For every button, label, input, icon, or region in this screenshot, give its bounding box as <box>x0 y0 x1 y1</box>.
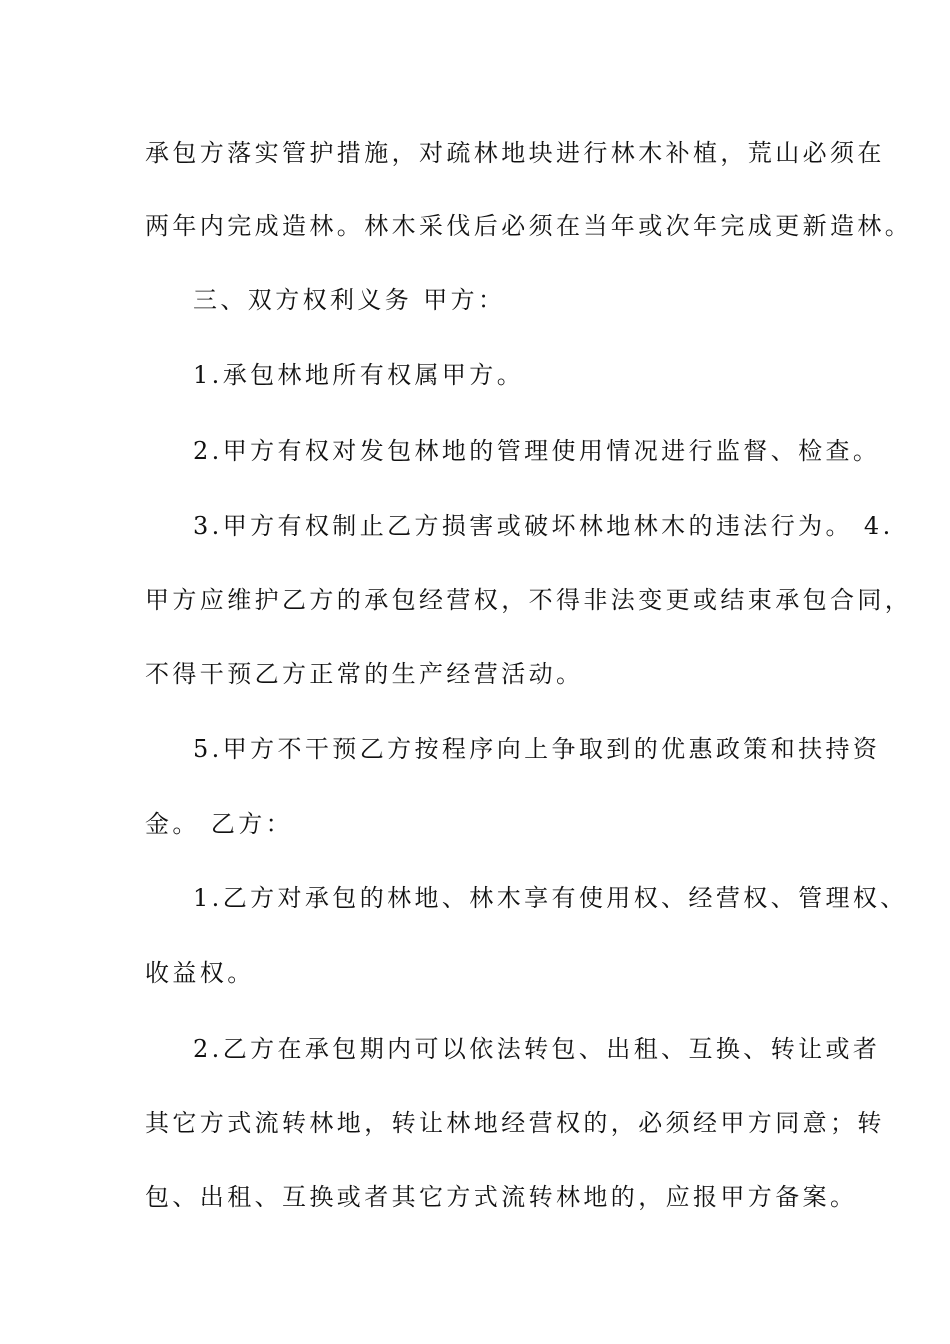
list-item: 5.甲方不干预乙方按程序向上争取到的优惠政策和扶持资 <box>193 735 881 763</box>
list-item: 1.承包林地所有权属甲方。 <box>193 361 525 389</box>
list-item: 1.乙方对承包的林地、林木享有使用权、经营权、管理权、 <box>193 884 908 912</box>
section-heading: 三、双方权利义务 甲方： <box>193 286 506 314</box>
body-text-line: 收益权。 <box>145 959 255 987</box>
body-text-line: 其它方式流转林地，转让林地经营权的，必须经甲方同意；转 <box>145 1109 885 1137</box>
body-text-line: 金。 乙方： <box>145 810 294 838</box>
list-item: 2.乙方在承包期内可以依法转包、出租、互换、转让或者 <box>193 1035 881 1063</box>
body-text-line: 两年内完成造林。林木采伐后必须在当年或次年完成更新造林。 <box>145 212 913 240</box>
list-item: 3.甲方有权制止乙方损害或破坏林地林木的违法行为。 4. <box>193 512 894 540</box>
body-text-line: 承包方落实管护措施，对疏林地块进行林木补植，荒山必须在 <box>145 139 885 167</box>
body-text-line: 包、出租、互换或者其它方式流转林地的，应报甲方备案。 <box>145 1183 858 1211</box>
list-item: 2.甲方有权对发包林地的管理使用情况进行监督、检查。 <box>193 437 881 465</box>
body-text-line: 甲方应维护乙方的承包经营权，不得非法变更或结束承包合同， <box>145 586 913 614</box>
body-text-line: 不得干预乙方正常的生产经营活动。 <box>145 660 584 688</box>
